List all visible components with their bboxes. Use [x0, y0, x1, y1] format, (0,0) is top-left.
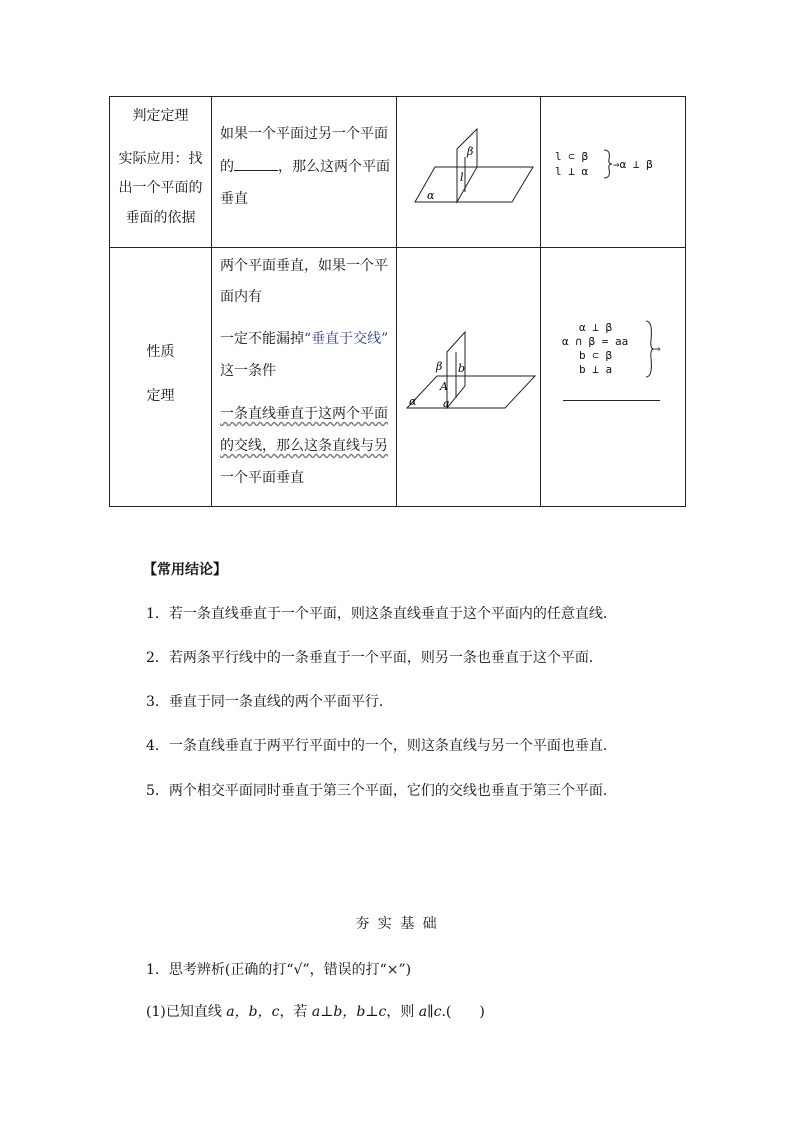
label-a: a [443, 397, 450, 410]
question-1-1: (1)已知直线 a，b，c，若 a⊥b，b⊥c，则 a∥c.( ) [146, 1004, 485, 1020]
row1-figure-cell [397, 97, 541, 248]
question-1: 1．思考辨析(正确的打“√”，错误的打“×”) [146, 962, 412, 978]
theorem-table [109, 96, 686, 507]
row1-symbol-result: ⇒α ⊥ β [613, 158, 653, 171]
perpendicular-planes-figure [397, 97, 540, 247]
row2-symbol-arrow: ⇒ [654, 342, 661, 355]
row2-text-c: 一定不能漏掉“垂直于交线” [220, 331, 389, 347]
label-beta: β [436, 360, 443, 373]
label-b: b [458, 362, 466, 375]
row2-text-e: 一条直线垂直于这两个平面 [220, 406, 388, 422]
row2-text-f: 的交线，那么这条直线与另 [220, 438, 388, 454]
basics-heading: 夯 实 基 础 [355, 916, 439, 932]
plane-alpha [407, 376, 535, 408]
row2-text-d: 这一条件 [220, 363, 276, 379]
row2-symbol-line3: b ⊂ β [579, 349, 613, 362]
label-alpha: α [409, 395, 417, 408]
row2-figure-cell [397, 248, 541, 507]
row1-name-line3: 出一个平面的 [118, 180, 203, 196]
label-alpha: α [427, 189, 435, 202]
conclusion-item-2: 2．若两条平行线中的一条垂直于一个平面，则另一条也垂直于这个平面． [146, 650, 603, 666]
row1-text-c: 垂直 [220, 191, 248, 207]
row1-name-cell [110, 97, 212, 248]
conclusion-item-4: 4．一条直线垂直于两平行平面中的一个，则这条直线与另一个平面也垂直． [146, 738, 617, 754]
label-beta: β [467, 145, 474, 158]
row1-text-a: 如果一个平面过另一个平面 [220, 126, 388, 142]
row1-symbol-cell [541, 97, 686, 248]
row1-symbol-line1: l ⊂ β [555, 150, 589, 163]
perpendicular-planes-figure-2 [397, 248, 540, 506]
row2-text-g: 一个平面垂直 [220, 470, 304, 486]
answer-blank-line [563, 400, 660, 401]
conclusion-item-5: 5．两个相交平面同时垂直于第三个平面，它们的交线也垂直于第三个平面． [146, 783, 617, 799]
row2-text-cell [212, 248, 397, 507]
row2-text-a: 两个平面垂直，如果一个平 [220, 258, 388, 274]
row1-name-line2: 实际应用：找 [118, 151, 203, 167]
plane-beta [457, 129, 477, 202]
row2-name-line2: 定理 [146, 388, 175, 404]
row2-symbol-line1: α ⊥ β [579, 321, 613, 334]
label-l: l [460, 171, 464, 184]
row2-name-cell [110, 248, 212, 507]
row2-symbol-cell [541, 248, 686, 507]
conclusion-item-1: 1．若一条直线垂直于一个平面，则这条直线垂直于这个平面内的任意直线． [146, 606, 617, 622]
row1-name-line4: 垂面的依据 [125, 210, 196, 226]
row1-text-b: 的 ，那么这两个平面 [220, 156, 390, 176]
row2-symbol-line2: α ∩ β = aa [562, 335, 629, 348]
conclusions-heading: 【常用结论】 [143, 562, 227, 578]
row2-symbol-line4: b ⊥ a [579, 363, 613, 376]
row2-text-b: 面内有 [220, 289, 262, 305]
fill-in-blank [234, 156, 278, 171]
brace-icon [603, 149, 613, 179]
row1-symbol-line2: l ⊥ α [555, 165, 589, 178]
conclusion-item-3: 3．垂直于同一条直线的两个平面平行． [146, 694, 393, 710]
row2-name-line1: 性质 [146, 344, 175, 360]
row1-text-cell [212, 97, 397, 248]
row1-name-line1: 判定定理 [132, 108, 189, 124]
emphasis-note: “垂直于交线” [304, 331, 389, 347]
label-A: A [440, 380, 448, 393]
